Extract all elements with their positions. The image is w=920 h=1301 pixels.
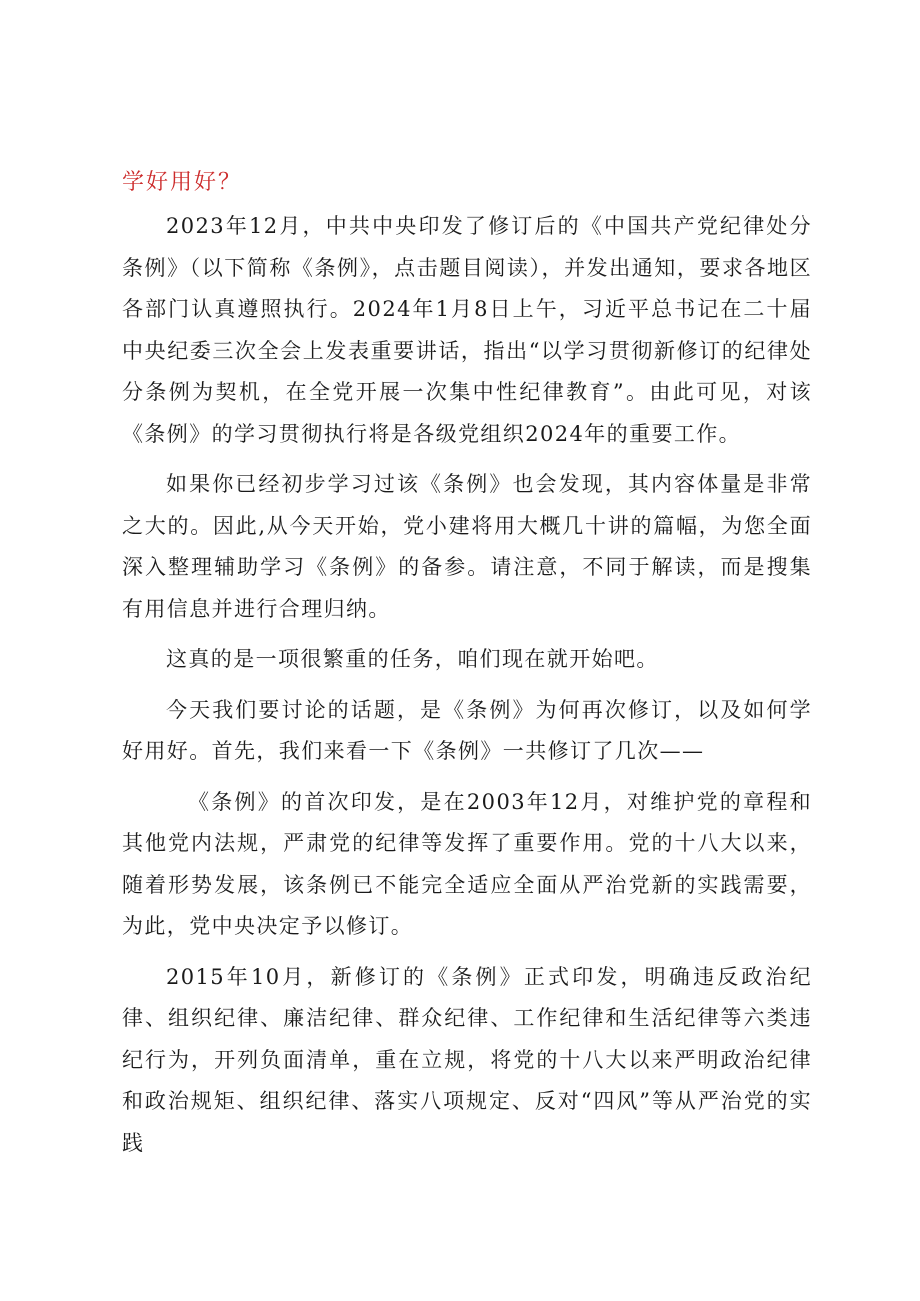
paragraph-topic-today: 今天我们要讨论的话题，是《条例》为何再次修订，以及如何学好用好。首先，我们来看一下《条例》一共修订了几次—— (122, 697, 812, 763)
paragraph-first-issue: 《条例》的首次印发，是在2003年12月，对维护党的章程和其他党内法规，严肃党的纪律等发挥了重要作用。党的十八大以来，随着形势发展，该条例已不能完全适应全面从严治党新的实践需要，为此，党中央决定予以修订。 (122, 789, 812, 938)
paragraph-2015-revision: 2015年10月，新修订的《条例》正式印发，明确违反政治纪律、组织纪律、廉洁纪律、群众纪律、工作纪律和生活纪律等六类违纪行为，开列负面清单，重在立规，将党的十八大以来严明政治纪律和政治规矩、组织纪律、落实八项规定、反对“四风”等从严治党的实践 (122, 964, 812, 1155)
section-heading: 学好用好？ (122, 170, 243, 195)
paragraph-study-series: 如果你已经初步学习过该《条例》也会发现，其内容体量是非常之大的。因此,从今天开始，党小建将用大概几十讲的篇幅，为您全面深入整理辅助学习《条例》的备参。请注意，不同于解读，而是搜集有用信息并进行合理归纳。 (122, 472, 812, 621)
document-body (122, 168, 812, 1173)
paragraph-regulation-issued: 2023年12月，中共中央印发了修订后的《中国共产党纪律处分条例》（以下简称《条例》，点击题目阅读），并发出通知，要求各地区各部门认真遵照执行。2024年1月8日上午，习近平总书记在二十届中央纪委三次全会上发表重要讲话，指出“以学习贯彻新修订的纪律处分条例为契机，在全党开展一次集中性纪律教育”。由此可见，对该《条例》的学习贯彻执行将是各级党组织2024年的重要工作。 (122, 214, 812, 446)
paragraph-start-now: 这真的是一项很繁重的任务，咱们现在就开始吧。 (166, 647, 659, 671)
